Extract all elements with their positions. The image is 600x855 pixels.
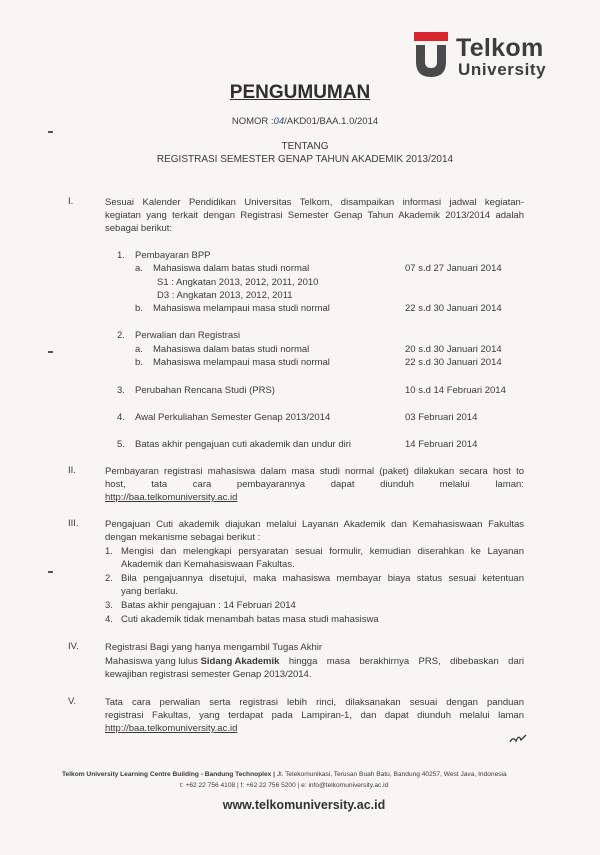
section-3-intro-line: dengan mekanisme sebagai berikut : bbox=[105, 532, 261, 543]
document-number bbox=[0, 116, 600, 127]
cuti-step-number: 3. bbox=[105, 600, 113, 611]
baa-link[interactable]: http://baa.telkomuniversity.ac.id bbox=[105, 492, 238, 503]
item-date: 03 Februari 2014 bbox=[405, 412, 478, 423]
item-label: Perwalian dan Registrasi bbox=[135, 330, 241, 341]
nomor-handwritten-number: 04 bbox=[273, 116, 285, 127]
item-number: 1. bbox=[117, 250, 125, 261]
logo-brand-name: Telkom bbox=[456, 34, 544, 62]
telkom-logo-icon bbox=[414, 32, 448, 78]
item-label: Perubahan Rencana Studi (PRS) bbox=[135, 385, 275, 396]
word: diunduh bbox=[380, 479, 414, 490]
word: pembayarannya bbox=[236, 479, 306, 490]
sub-item-date: 22 s.d 30 Januari 2014 bbox=[405, 303, 502, 314]
telkom-university-logo bbox=[414, 30, 574, 82]
cuti-step-text: Batas akhir pengajuan : 14 Februari 2014 bbox=[121, 600, 296, 611]
section-4-numeral: IV. bbox=[68, 641, 79, 652]
item-number: 3. bbox=[117, 385, 125, 396]
section-5-line: Tata cara perwalian serta registrasi lebih rinci, dilaksanakan sesuai dengan panduan bbox=[105, 697, 524, 708]
section-4-line: kewajiban registrasi semester Genap 2013/2014. bbox=[105, 669, 312, 680]
word: dapat bbox=[330, 479, 355, 490]
word: cara bbox=[192, 479, 212, 490]
sub-item-date: 07 s.d 27 Januari 2014 bbox=[405, 263, 502, 274]
word: host, bbox=[105, 479, 126, 490]
nomor-suffix: /AKD01/BAA.1.0/2014 bbox=[284, 116, 379, 127]
item-date: 14 Februari 2014 bbox=[405, 439, 478, 450]
sub-item-date: 22 s.d 30 Januari 2014 bbox=[405, 357, 502, 368]
item-label: Pembayaran BPP bbox=[135, 250, 211, 261]
sub-item-letter: b. bbox=[135, 357, 143, 368]
footer-building: Telkom University Learning Centre Building - Bandung Technoplex | bbox=[62, 771, 275, 778]
sub-item-text: Mahasiswa melampaui masa studi normal bbox=[153, 357, 330, 368]
item-date: 10 s.d 14 Februari 2014 bbox=[405, 385, 506, 396]
cuti-step-number: 4. bbox=[105, 614, 113, 625]
margin-mark bbox=[48, 351, 53, 353]
sub-item-text: Mahasiswa dalam batas studi normal bbox=[153, 263, 310, 274]
tentang-heading: TENTANG bbox=[281, 141, 329, 152]
section-3-numeral: III. bbox=[68, 518, 79, 529]
section-3-intro-line: Pengajuan Cuti akademik diajukan melalui Layanan Akademik dan Kemahasiswaan Fakultas bbox=[105, 519, 524, 530]
cuti-step-text: Bila pengajuannya disetujui, maka mahasiswa membayar biaya status sesuai ketentuan bbox=[121, 573, 524, 584]
sub-item-letter: a. bbox=[135, 263, 143, 274]
section-2-line: Pembayaran registrasi mahasiswa dalam masa studi normal (paket) dilakukan secara host to bbox=[105, 466, 524, 477]
word: melalui bbox=[439, 479, 470, 490]
footer-contact: t: +62 22 756 4108 | f: +62 22 756 5200 | e: info@telkomuniversity.ac.id bbox=[180, 782, 389, 789]
page-title: PENGUMUMAN bbox=[229, 82, 371, 103]
sub-item-date: 20 s.d 30 Januari 2014 bbox=[405, 344, 502, 355]
section-1-intro-line: sebagai berikut: bbox=[105, 223, 173, 234]
section-1-intro-line: Sesuai Kalender Pendidikan Universitas Telkom, disampaikan informasi jadwal kegiatan- bbox=[105, 197, 524, 208]
footer-website[interactable]: www.telkomuniversity.ac.id bbox=[222, 798, 386, 812]
item-number: 4. bbox=[117, 412, 125, 423]
section-2-numeral: II. bbox=[68, 465, 76, 476]
cuti-step-text: yang berlaku. bbox=[121, 586, 179, 597]
word: tata bbox=[151, 479, 168, 490]
section-2-line bbox=[105, 478, 524, 491]
section-1-intro-line: kegiatan yang terkait dengan Registrasi Semester Genap Tahun Akademik 2013/2014 adalah bbox=[105, 210, 524, 221]
margin-mark bbox=[48, 571, 53, 573]
sub-item-text: Mahasiswa melampaui masa studi normal bbox=[153, 303, 330, 314]
section-4-line bbox=[105, 655, 524, 668]
margin-mark bbox=[48, 131, 53, 133]
baa-link[interactable]: http://baa.telkomuniversity.ac.id bbox=[105, 723, 238, 734]
subject-heading: REGISTRASI SEMESTER GENAP TAHUN AKADEMIK 2013/2014 bbox=[156, 154, 454, 165]
sub-item-letter: b. bbox=[135, 303, 143, 314]
cuti-step-text: Cuti akademik tidak menambah batas masa studi mahasiswa bbox=[121, 614, 379, 625]
angkatan-d3: D3 : Angkatan 2013, 2012, 2011 bbox=[157, 290, 293, 301]
section-5-numeral: V. bbox=[68, 696, 77, 707]
item-number: 2. bbox=[117, 330, 125, 341]
word: laman: bbox=[495, 479, 524, 490]
footer-address bbox=[62, 771, 507, 778]
logo-brand-sub: University bbox=[458, 60, 547, 79]
cuti-step-number: 2. bbox=[105, 573, 113, 584]
item-label: Batas akhir pengajuan cuti akademik dan undur diri bbox=[135, 439, 351, 450]
section-4-line: Registrasi Bagi yang hanya mengambil Tugas Akhir bbox=[105, 642, 323, 653]
section-5-line: registrasi Fakultas, yang terdapat pada Lampiran-1, dan dapat diunduh melalui laman bbox=[105, 710, 524, 721]
angkatan-s1: S1 : Angkatan 2013, 2012, 2011, 2010 bbox=[157, 277, 319, 288]
footer-street: Jl. Telekomunikasi, Terusan Buah Batu, Bandung 40257, West Java, Indonesia bbox=[275, 771, 507, 778]
item-number: 5. bbox=[117, 439, 125, 450]
sidang-akademik-bold: Sidang Akademik bbox=[200, 656, 280, 667]
nomor-label: NOMOR : bbox=[231, 116, 274, 127]
signature-scribble bbox=[508, 732, 530, 746]
section-1-numeral: I. bbox=[68, 196, 74, 207]
item-label: Awal Perkuliahan Semester Genap 2013/2014 bbox=[135, 412, 331, 423]
sub-item-text: Mahasiswa dalam batas studi normal bbox=[153, 344, 310, 355]
section-4-text: hingga masa berakhirnya PRS, dibebaskan dari bbox=[279, 656, 524, 667]
cuti-step-text: Mengisi dan melengkapi persyaratan sesuai formulir, kemudian diserahkan ke Layanan bbox=[121, 546, 524, 557]
sub-item-letter: a. bbox=[135, 344, 143, 355]
cuti-step-number: 1. bbox=[105, 546, 113, 557]
cuti-step-text: Akademik dan Kemahasiswaan Fakultas. bbox=[121, 559, 295, 570]
section-4-text: Mahasiswa yang lulus bbox=[105, 656, 201, 667]
